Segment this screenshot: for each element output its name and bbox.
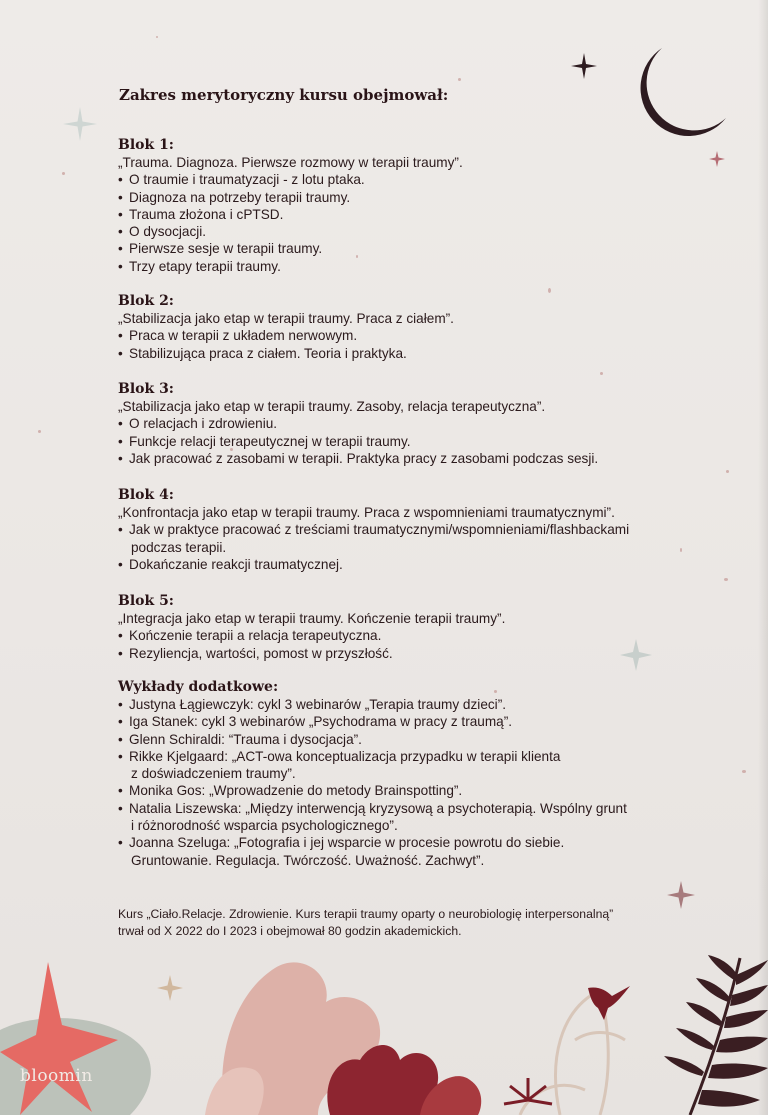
course-summary-line: Kurs „Ciało.Relacje. Zdrowienie. Kurs terapii traumy oparty o neurobiologię interpersonalną” bbox=[118, 907, 614, 921]
bullet-item: • O relacjach i zdrowieniu. bbox=[118, 415, 718, 432]
course-block bbox=[118, 678, 718, 869]
bullet-item: • Iga Stanek: cykl 3 webinarów „Psychodrama w pracy z traumą”. bbox=[118, 713, 718, 730]
paper-speck bbox=[458, 78, 461, 81]
moon-icon bbox=[626, 40, 736, 150]
page-heading: Zakres merytoryczny kursu obejmował: bbox=[119, 86, 449, 104]
course-block bbox=[118, 486, 718, 573]
bullet-item: • Trauma złożona i cPTSD. bbox=[118, 206, 718, 223]
bullet-item: • Justyna Łągiewczyk: cykl 3 webinarów „Terapia traumy dzieci”. bbox=[118, 696, 718, 713]
course-block bbox=[118, 380, 718, 467]
block-title: Blok 3: bbox=[118, 381, 174, 397]
text-line: „Stabilizacja jako etap w terapii traumy. Praca z ciałem”. bbox=[118, 311, 454, 326]
brand-logo: bloomin bbox=[20, 1066, 93, 1086]
bullet-item: • Joanna Szeluga: „Fotografia i jej wsparcie w procesie powrotu do siebie. bbox=[118, 834, 718, 851]
paper-speck bbox=[726, 470, 729, 473]
text-line: z doświadczeniem traumy”. bbox=[131, 766, 296, 782]
course-summary bbox=[118, 906, 613, 940]
bullet-item: • Natalia Liszewska: „Między interwencją kryzysową a psychoterapią. Wspólny grunt bbox=[118, 800, 718, 817]
text-line: Gruntowanie. Regulacja. Twórczość. Uważność. Zachwyt”. bbox=[131, 852, 485, 868]
bullet-item: • Monika Gos: „Wprowadzenie do metody Brainspotting”. bbox=[118, 782, 718, 799]
block-title: Wykłady dodatkowe: bbox=[118, 679, 279, 695]
course-block bbox=[118, 292, 718, 362]
bullet-item: • Dokańczanie reakcji traumatycznej. bbox=[118, 556, 718, 573]
paper-speck bbox=[38, 430, 41, 433]
bullet-item: • Stabilizująca praca z ciałem. Teoria i praktyka. bbox=[118, 345, 718, 362]
star-icon bbox=[570, 52, 598, 80]
paper-speck bbox=[600, 372, 603, 375]
paper-speck bbox=[742, 770, 746, 773]
bullet-item: • Pierwsze sesje w terapii traumy. bbox=[118, 240, 718, 257]
course-summary-line: trwał od X 2022 do I 2023 i obejmował 80 godzin akademickich. bbox=[118, 924, 462, 938]
block-title: Blok 2: bbox=[118, 293, 174, 309]
bullet-item: • O traumie i traumatyzacji - z lotu ptaka. bbox=[118, 171, 718, 188]
paper-speck bbox=[724, 578, 728, 581]
bird-icon bbox=[588, 986, 630, 1020]
bullet-item: • Glenn Schiraldi: “Trauma i dysocjacja”. bbox=[118, 731, 718, 748]
bullet-item: • Trzy etapy terapii traumy. bbox=[118, 258, 718, 275]
text-line: „Trauma. Diagnoza. Pierwsze rozmowy w terapii traumy”. bbox=[118, 155, 463, 170]
text-line: i różnorodność wsparcia psychologicznego”. bbox=[131, 818, 398, 834]
text-line: „Konfrontacja jako etap w terapii traumy. Praca z wspomnieniami traumatycznymi”. bbox=[118, 505, 615, 520]
botanical-decoration bbox=[0, 940, 768, 1115]
bullet-item: • Funkcje relacji terapeutycznej w terapii traumy. bbox=[118, 433, 718, 450]
paper-speck bbox=[156, 36, 158, 38]
star-icon bbox=[666, 880, 696, 910]
bullet-item: • Kończenie terapii a relacja terapeutyczna. bbox=[118, 627, 718, 644]
block-title: Blok 4: bbox=[118, 487, 174, 503]
text-line: „Integracja jako etap w terapii traumy. Kończenie terapii traumy”. bbox=[118, 611, 506, 626]
text-line: „Stabilizacja jako etap w terapii traumy. Zasoby, relacja terapeutyczna”. bbox=[118, 399, 546, 414]
course-block bbox=[118, 592, 718, 662]
block-title: Blok 1: bbox=[118, 137, 174, 153]
bullet-item: • Rezyliencja, wartości, pomost w przyszłość. bbox=[118, 645, 718, 662]
paper-speck bbox=[62, 172, 65, 175]
bullet-item: • O dysocjacji. bbox=[118, 223, 718, 240]
bullet-item: • Jak pracować z zasobami w terapii. Praktyka pracy z zasobami podczas sesji. bbox=[118, 450, 718, 467]
bullet-item: • Praca w terapii z układem nerwowym. bbox=[118, 327, 718, 344]
course-block bbox=[118, 136, 718, 275]
bullet-item: • Jak w praktyce pracować z treściami traumatycznymi/wspomnieniami/flashbackami bbox=[118, 521, 718, 538]
star-icon bbox=[62, 106, 98, 142]
bullet-item: • Diagnoza na potrzeby terapii traumy. bbox=[118, 189, 718, 206]
block-title: Blok 5: bbox=[118, 593, 174, 609]
text-line: podczas terapii. bbox=[131, 539, 227, 555]
bullet-item: • Rikke Kjelgaard: „ACT-owa konceptualizacja przypadku w terapii klienta bbox=[118, 748, 718, 765]
